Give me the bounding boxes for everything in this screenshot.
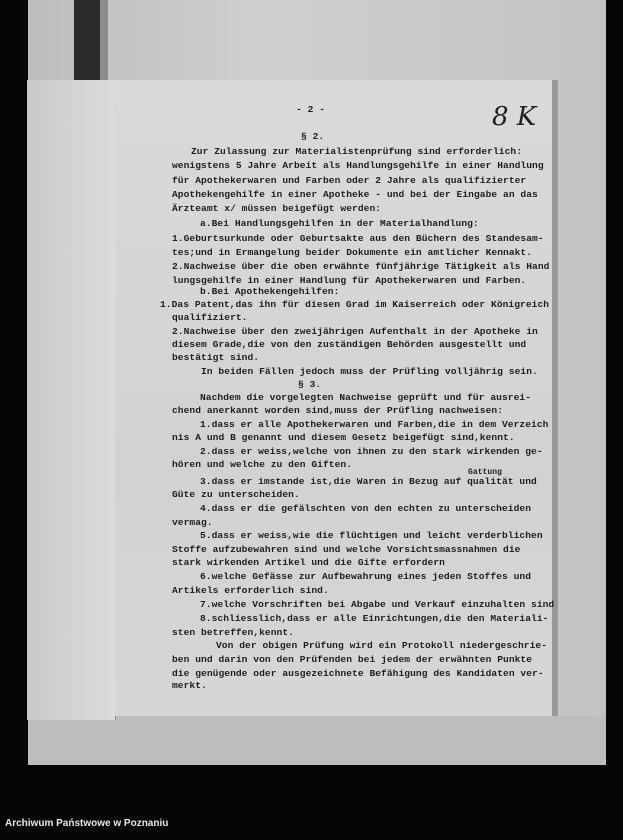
text-line: 7.welche Vorschriften bei Abgabe und Verkauf einzuhalten sind <box>200 599 555 610</box>
text-line: qualifiziert. <box>172 312 248 323</box>
text-line: wenigstens 5 Jahre Arbeit als Handlungsgehilfe in einer Handlung <box>172 160 544 171</box>
text-line: 2.dass er weiss,welche von ihnen zu den stark wirkenden ge- <box>200 446 543 457</box>
text-line: 2.Nachweise über die oben erwähnte fünfjährige Tätigkeit als Hand <box>172 261 550 272</box>
handwritten-correction: Gattung <box>468 468 502 477</box>
section-heading: § 3. <box>298 379 322 390</box>
text-line: 1.dass er alle Apothekerwaren und Farben,die in dem Verzeich <box>200 419 549 430</box>
text-line: Apothekengehilfe in einer Apotheke - und bei der Eingabe an das <box>172 189 538 200</box>
text-line: a.Bei Handlungsgehilfen in der Materialhandlung: <box>200 218 479 229</box>
text-line: Stoffe aufzubewahren sind und welche Vorsichtsmassnahmen die <box>172 544 521 555</box>
text-line: Nachdem die vorgelegten Nachweise geprüft und für ausrei- <box>200 392 532 403</box>
text-line: hören und welche zu den Giften. <box>172 459 353 470</box>
text-line: lungsgehilfe in einer Handlung für Apothekerwaren und Farben. <box>172 275 527 286</box>
text-line: tes;und in Ermangelung beider Dokumente ein amtlicher Kennakt. <box>172 247 533 258</box>
text-line: 4.dass er die gefälschten von den echten zu unterscheiden <box>200 503 532 514</box>
text-line: 6.welche Gefässe zur Aufbewahrung eines jeden Stoffes und <box>200 571 532 582</box>
text-line: Güte zu unterscheiden. <box>172 489 300 500</box>
text-line: merkt. <box>172 680 207 691</box>
text-line: vermag. <box>172 517 213 528</box>
page-number: - 2 - <box>296 104 326 115</box>
text-line: 1.Das Patent,das ihn für diesen Grad im Kaiserreich oder Königreich <box>160 299 550 310</box>
text-line: Von der obigen Prüfung wird ein Protokoll niedergeschrie- <box>216 640 548 651</box>
section-heading: § 2. <box>301 131 325 142</box>
text-line: die genügende oder ausgezeichnete Befähigung des Kandidaten ver- <box>172 668 544 679</box>
handwritten-folio: 8 K <box>492 102 537 132</box>
text-line: sten betreffen,kennt. <box>172 627 294 638</box>
sheet-bottom <box>28 716 606 765</box>
page-edge-shadow <box>552 80 558 716</box>
text-line: stark wirkenden Artikel und die Gifte erfordern <box>172 557 445 568</box>
text-line: Artikels erforderlich sind. <box>172 585 329 596</box>
text-line: Zur Zulassung zur Materialistenprüfung sind erforderlich: <box>191 146 523 157</box>
text-line: für Apothekerwaren und Farben oder 2 Jahre als qualifizierter <box>172 175 527 186</box>
text-line: 5.dass er weiss,wie die flüchtigen und leicht verderblichen <box>200 530 543 541</box>
text-line: bestätigt sind. <box>172 352 260 363</box>
text-line: nis A und B genannt und diesem Gesetz beigefügt sind,kennt. <box>172 432 515 443</box>
archive-watermark: Archiwum Państwowe w Poznaniu <box>5 818 169 829</box>
text-line: Ärzteamt x/ müssen beigefügt werden: <box>172 203 382 214</box>
text-line: 2.Nachweise über den zweijährigen Aufenthalt in der Apotheke in <box>172 326 538 337</box>
text-line: 3.dass er imstande ist,die Waren in Bezug auf qualität und <box>200 476 537 487</box>
text-line: b.Bei Apothekengehilfen: <box>200 286 340 297</box>
text-line: chend anerkannt worden sind,muss der Prüfling nachweisen: <box>172 405 504 416</box>
text-line: 8.schliesslich,dass er alle Einrichtungen,die den Materiali- <box>200 613 549 624</box>
text-line: 1.Geburtsurkunde oder Geburtsakte aus den Büchern des Standesam- <box>172 233 544 244</box>
text-line: ben und darin von den Prüfenden bei jedem der erwähnten Punkte <box>172 654 533 665</box>
text-line: diesem Grade,die von den zuständigen Behörden ausgestellt und <box>172 339 527 350</box>
folded-page-strip <box>27 80 116 720</box>
text-line: In beiden Fällen jedoch muss der Prüfling volljährig sein. <box>201 366 538 377</box>
